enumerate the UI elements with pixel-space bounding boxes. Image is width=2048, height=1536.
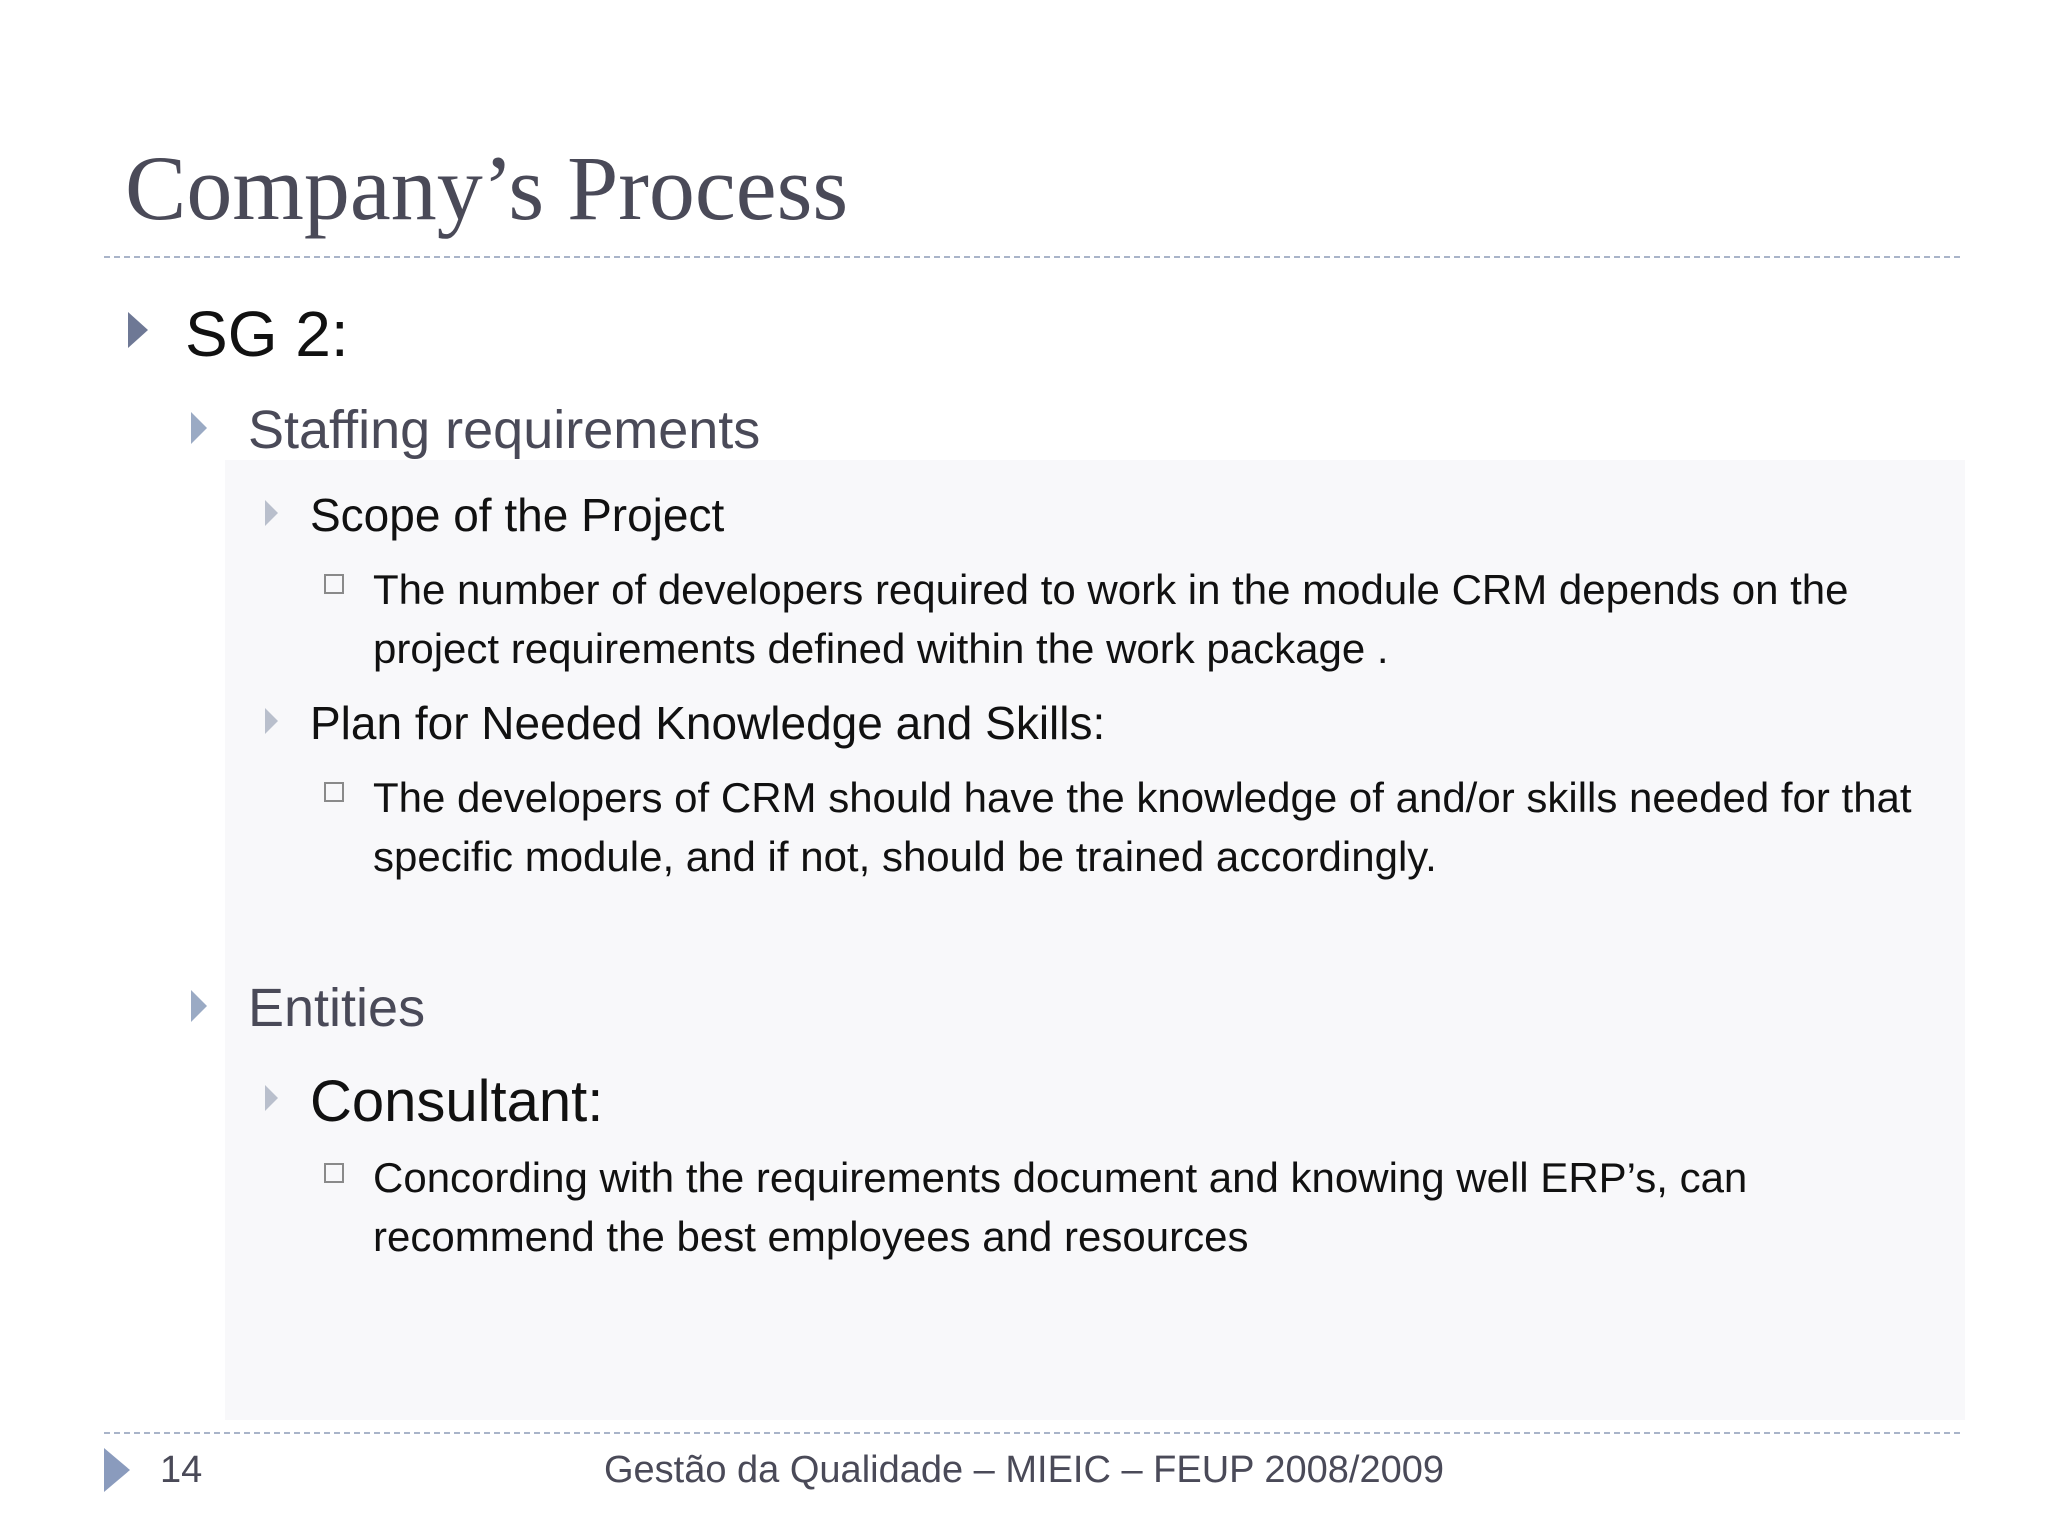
scope-heading: Scope of the Project — [310, 489, 725, 541]
scope-bullet-icon — [265, 500, 278, 526]
consultant-detail: Concording with the requirements document and knowing well ERP’s, can recommend the best employees and resources — [373, 1154, 1748, 1260]
consultant-bullet-icon — [265, 1085, 278, 1111]
title-divider — [104, 256, 1960, 258]
footer-divider — [104, 1432, 1960, 1434]
scope-detail-bullet-icon — [324, 574, 344, 594]
footer-text: Gestão da Qualidade – MIEIC – FEUP 2008/2009 — [603, 1449, 1445, 1491]
scope-detail: The number of developers required to work in the module CRM depends on the project requirements defined within the work package . — [373, 566, 1849, 672]
entities-bullet-icon — [191, 990, 207, 1022]
page-number: 14 — [160, 1449, 203, 1491]
plan-bullet-icon — [265, 708, 278, 734]
staffing-bullet-icon — [191, 412, 207, 444]
staffing-heading: Staffing requirements — [248, 400, 761, 460]
consultant-detail-bullet-icon — [324, 1163, 344, 1183]
sg-bullet-icon — [128, 312, 148, 348]
consultant-heading: Consultant: — [310, 1069, 604, 1134]
slide-title: Company’s Process — [125, 137, 849, 239]
plan-detail: The developers of CRM should have the knowledge of and/or skills needed for that specific module, and if not, should be trained accordingly. — [373, 774, 1912, 880]
plan-detail-bullet-icon — [324, 782, 344, 802]
entities-heading: Entities — [248, 978, 426, 1038]
plan-heading: Plan for Needed Knowledge and Skills: — [310, 697, 1106, 749]
sg-heading: SG 2: — [185, 298, 349, 370]
